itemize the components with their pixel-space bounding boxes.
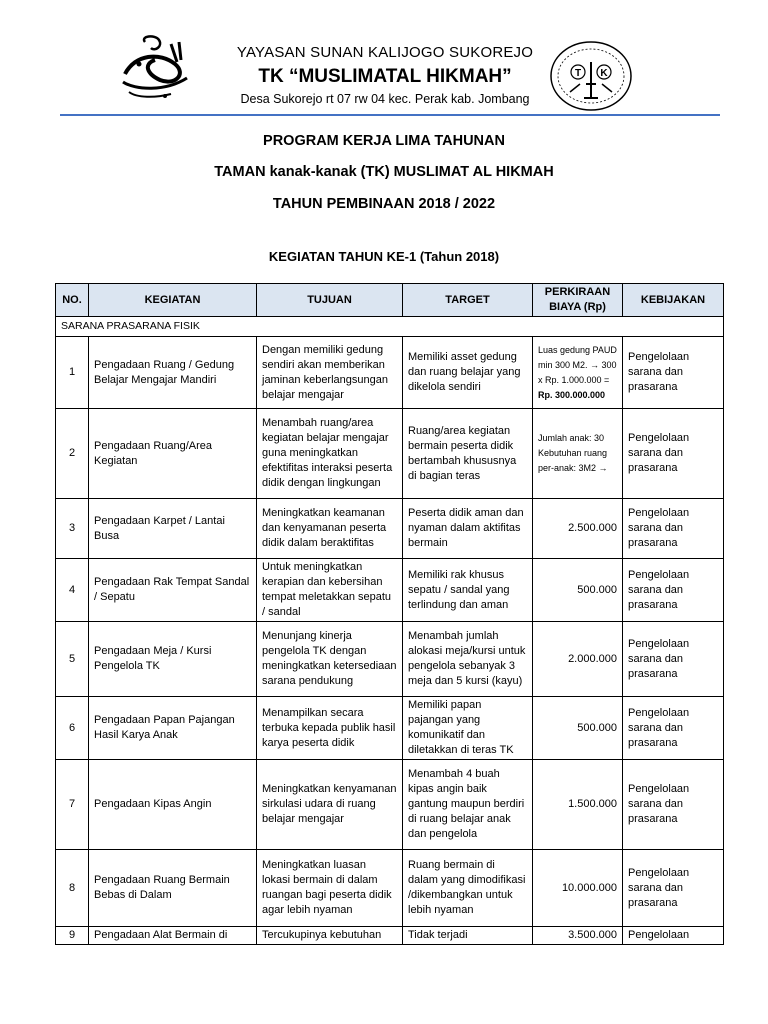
cell-no: 7 <box>56 760 89 850</box>
cell-target: Ruang bermain di dalam yang dimodifikasi /dikembangkan untuk lebih nyaman <box>403 850 533 927</box>
table-row <box>56 927 724 945</box>
cell-target: Tidak terjadi <box>403 927 533 945</box>
cell-kebijakan: Pengelolaan sarana dan prasarana <box>623 409 724 499</box>
document-title: PROGRAM KERJA LIMA TAHUNAN <box>263 133 505 149</box>
school-address: Desa Sukorejo rt 07 rw 04 kec. Perak kab. Jombang <box>240 92 530 106</box>
cell-target: Menambah jumlah alokasi meja/kursi untuk pengelola sebanyak 3 meja dan 5 kursi (kayu) <box>403 622 533 697</box>
cell-kegiatan: Pengadaan Papan Pajangan Hasil Karya Anak <box>89 697 257 760</box>
biaya-total: Rp. 300.000.000 <box>538 389 606 400</box>
table-row <box>56 499 724 559</box>
cell-target: Memiliki asset gedung dan ruang belajar yang dikelola sendiri <box>403 337 533 409</box>
cell-target: Peserta didik aman dan nyaman dalam aktifitas bermain <box>403 499 533 559</box>
cell-biaya: 3.500.000 <box>533 927 623 945</box>
svg-text:K: K <box>600 68 608 79</box>
col-header-kebijakan: KEBIJAKAN <box>623 284 724 317</box>
col-header-tujuan: TUJUAN <box>257 284 403 317</box>
cell-biaya: 500.000 <box>533 697 623 760</box>
cell-biaya: 1.500.000 <box>533 760 623 850</box>
cell-kegiatan: Pengadaan Rak Tempat Sandal / Sepatu <box>89 559 257 622</box>
calligraphy-logo <box>115 34 193 102</box>
col-header-no: NO. <box>56 284 89 317</box>
cell-no: 1 <box>56 337 89 409</box>
cell-target: Memiliki rak khusus sepatu / sandal yang terlindung dan aman <box>403 559 533 622</box>
cell-no: 2 <box>56 409 89 499</box>
cell-tujuan: Meningkatkan keamanan dan kenyamanan peserta didik dalam beraktifitas <box>257 499 403 559</box>
cell-target: Ruang/area kegiatan bermain peserta didik bertambah khususnya di bagian teras <box>403 409 533 499</box>
biaya-note: Luas gedung PAUD min 300 M2. → 300 x Rp. 1.000.000 = <box>538 344 617 385</box>
cell-tujuan: Menunjang kinerja pengelola TK dengan meningkatkan ketersediaan sarana pendukung <box>257 622 403 697</box>
cell-kegiatan: Pengadaan Karpet / Lantai Busa <box>89 499 257 559</box>
cell-kebijakan: Pengelolaan sarana dan prasarana <box>623 697 724 760</box>
cell-tujuan: Meningkatkan kenyamanan sirkulasi udara di ruang belajar mengajar <box>257 760 403 850</box>
cell-no: 4 <box>56 559 89 622</box>
cell-tujuan: Untuk meningkatkan kerapian dan kebersihan tempat meletakkan sepatu / sandal <box>257 559 403 622</box>
cell-biaya: 2.500.000 <box>533 499 623 559</box>
cell-biaya <box>533 409 623 499</box>
cell-tujuan: Meningkatkan luasan lokasi bermain di dalam ruangan bagi peserta didik agar lebih nyaman <box>257 850 403 927</box>
cell-target: Menambah 4 buah kipas angin baik gantung maupun berdiri di ruang belajar anak dan pengelola <box>403 760 533 850</box>
cell-tujuan: Tercukupinya kebutuhan <box>257 927 403 945</box>
biaya-note: Jumlah anak: 30 Kebutuhan ruang per-anak: 3M2 → <box>538 433 608 473</box>
cell-kegiatan: Pengadaan Ruang Bermain Bebas di Dalam <box>89 850 257 927</box>
section-label: SARANA PRASARANA FISIK <box>56 317 724 337</box>
col-header-kegiatan: KEGIATAN <box>89 284 257 317</box>
section-row <box>56 317 724 337</box>
document-title-period: TAHUN PEMBINAAN 2018 / 2022 <box>272 196 496 212</box>
cell-kebijakan: Pengelolaan sarana dan prasarana <box>623 499 724 559</box>
table-row <box>56 337 724 409</box>
cell-kebijakan: Pengelolaan sarana dan prasarana <box>623 760 724 850</box>
cell-no: 6 <box>56 697 89 760</box>
document-title-school: TAMAN kanak-kanak (TK) MUSLIMAT AL HIKMAH <box>214 164 554 180</box>
cell-biaya: 10.000.000 <box>533 850 623 927</box>
cell-kegiatan: Pengadaan Meja / Kursi Pengelola TK <box>89 622 257 697</box>
cell-tujuan: Dengan memiliki gedung sendiri akan memberikan jaminan keberlangsungan belajar mengajar <box>257 337 403 409</box>
program-table <box>55 283 724 945</box>
cell-no: 3 <box>56 499 89 559</box>
table-header-row <box>56 284 724 317</box>
letterhead-divider <box>60 114 720 116</box>
school-name: TK “MUSLIMATAL HIKMAH” <box>258 66 512 87</box>
cell-no: 9 <box>56 927 89 945</box>
table-row <box>56 850 724 927</box>
cell-biaya: 500.000 <box>533 559 623 622</box>
col-header-biaya: PERKIRAAN BIAYA (Rp) <box>533 284 623 317</box>
svg-text:T: T <box>574 68 582 79</box>
section-subtitle: KEGIATAN TAHUN KE-1 (Tahun 2018) <box>268 249 500 264</box>
cell-tujuan: Menambah ruang/area kegiatan belajar mengajar guna meningkatkan efektifitas interaksi peserta didik dengan lingkungan <box>257 409 403 499</box>
cell-target: Memiliki papan pajangan yang komunikatif dan diletakkan di teras TK <box>403 697 533 760</box>
table-row <box>56 409 724 499</box>
letterhead <box>60 30 720 116</box>
cell-biaya <box>533 337 623 409</box>
table-row <box>56 760 724 850</box>
cell-kegiatan: Pengadaan Ruang/Area Kegiatan <box>89 409 257 499</box>
cell-kebijakan: Pengelolaan sarana dan prasarana <box>623 622 724 697</box>
table-row <box>56 697 724 760</box>
table-row <box>56 559 724 622</box>
cell-biaya: 2.000.000 <box>533 622 623 697</box>
cell-kegiatan: Pengadaan Ruang / Gedung Belajar Mengajar Mandiri <box>89 337 257 409</box>
cell-kegiatan: Pengadaan Kipas Angin <box>89 760 257 850</box>
col-header-target: TARGET <box>403 284 533 317</box>
cell-kebijakan: Pengelolaan <box>623 927 724 945</box>
cell-tujuan: Menampilkan secara terbuka kepada publik hasil karya peserta didik <box>257 697 403 760</box>
cell-no: 8 <box>56 850 89 927</box>
cell-kebijakan: Pengelolaan sarana dan prasarana <box>623 559 724 622</box>
cell-kegiatan: Pengadaan Alat Bermain di <box>89 927 257 945</box>
cell-kebijakan: Pengelolaan sarana dan prasarana <box>623 337 724 409</box>
table-row <box>56 622 724 697</box>
cell-kebijakan: Pengelolaan sarana dan prasarana <box>623 850 724 927</box>
cell-no: 5 <box>56 622 89 697</box>
org-name: YAYASAN SUNAN KALIJOGO SUKOREJO <box>236 44 534 61</box>
